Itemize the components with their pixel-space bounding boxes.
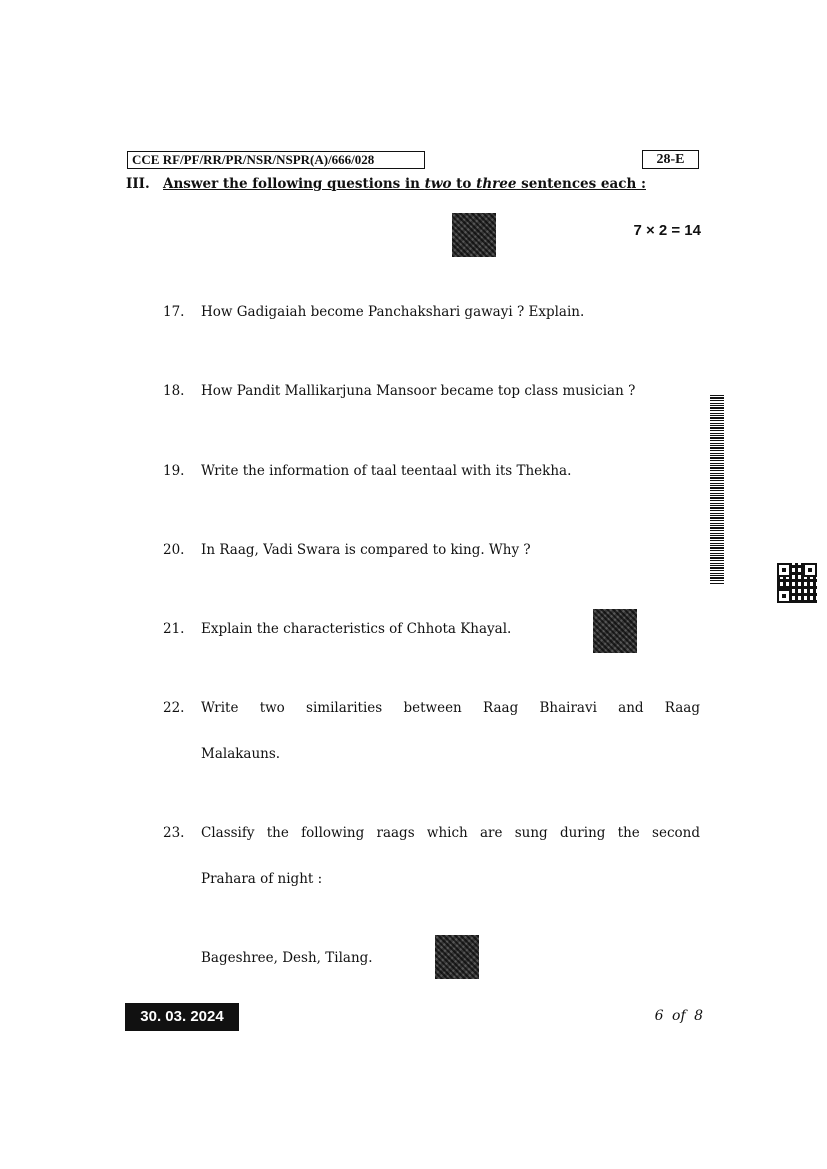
barcode-icon <box>710 395 724 585</box>
question-text-18: How Pandit Mallikarjuna Mansoor became top class musician ? <box>201 383 636 399</box>
security-pattern-1 <box>452 213 496 257</box>
section-number: III. <box>126 176 150 192</box>
security-pattern-3 <box>435 935 479 979</box>
question-text-22-line2: Malakauns. <box>201 746 281 762</box>
question-number-17: 17. <box>163 304 185 320</box>
question-text-17: How Gadigaiah become Panchakshari gawayi ? Explain. <box>201 304 585 320</box>
question-number-20: 20. <box>163 542 185 558</box>
question-text-22-line1: Write two similarities between Raag Bhairavi and Raag <box>201 700 700 716</box>
section-marks: 7 × 2 = 14 <box>633 222 701 239</box>
question-text-21: Explain the characteristics of Chhota Khayal. <box>201 621 512 637</box>
qr-code-icon <box>777 563 817 603</box>
security-pattern-2 <box>593 609 637 653</box>
paper-code: CCE RF/PF/RR/PR/NSR/NSPR(A)/666/028 <box>127 151 425 169</box>
question-text-23-line3: Bageshree, Desh, Tilang. <box>201 950 373 966</box>
question-text-23-line2: Prahara of night : <box>201 871 323 887</box>
question-number-18: 18. <box>163 383 185 399</box>
question-text-23-line1: Classify the following raags which are sung during the second <box>201 825 700 841</box>
section-instruction: Answer the following questions in two to three sentences each : <box>163 176 646 192</box>
question-number-23: 23. <box>163 825 185 841</box>
question-number-19: 19. <box>163 463 185 479</box>
subject-code: 28-E <box>642 150 699 169</box>
question-text-19: Write the information of taal teentaal with its Thekha. <box>201 463 572 479</box>
question-number-22: 22. <box>163 700 185 716</box>
page-number: 6 of 8 <box>654 1008 703 1024</box>
question-text-20: In Raag, Vadi Swara is compared to king. Why ? <box>201 542 531 558</box>
question-number-21: 21. <box>163 621 185 637</box>
exam-date: 30. 03. 2024 <box>125 1003 239 1031</box>
